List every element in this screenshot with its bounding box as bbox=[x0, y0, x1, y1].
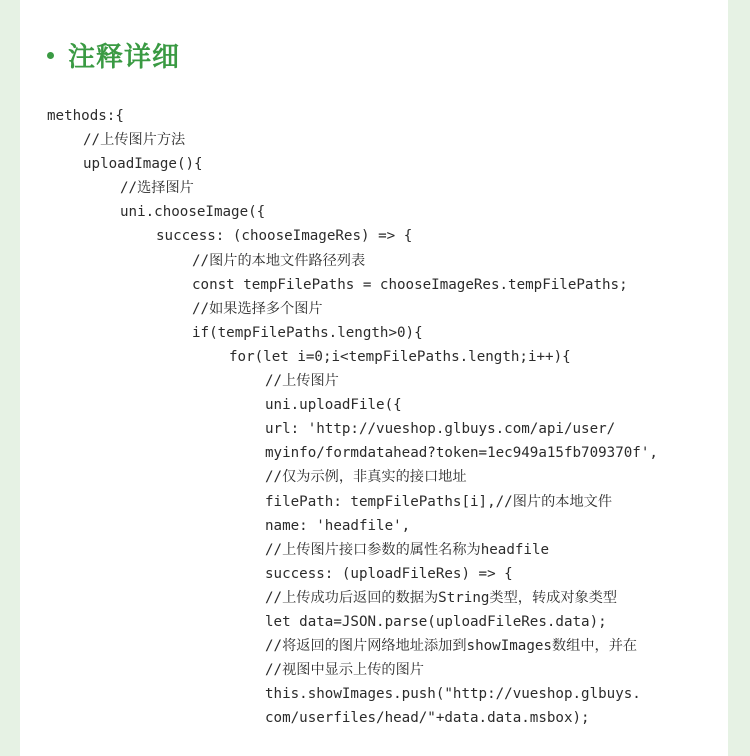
code-line: //上传成功后返回的数据为String类型，转成对象类型 bbox=[265, 589, 618, 606]
code-line: uni.chooseImage({ bbox=[120, 204, 266, 221]
content-card bbox=[20, 0, 728, 756]
code-line: const tempFilePaths = chooseImageRes.tempFilePaths; bbox=[192, 276, 628, 293]
bullet-dot-icon bbox=[47, 52, 54, 59]
section-title: 注释详细 bbox=[68, 41, 180, 73]
code-line: //上传图片 bbox=[265, 373, 339, 390]
code-line: let data=JSON.parse(uploadFileRes.data); bbox=[265, 613, 607, 630]
code-line: for(let i=0;i<tempFilePaths.length;i++){ bbox=[229, 348, 571, 365]
code-line: com/userfiles/head/"+data.data.msbox); bbox=[265, 710, 590, 727]
code-line: success: (chooseImageRes) => { bbox=[156, 228, 413, 245]
code-line: success: (uploadFileRes) => { bbox=[265, 565, 513, 582]
code-line: this.showImages.push("http://vueshop.glbuys. bbox=[265, 686, 641, 703]
section-heading bbox=[47, 32, 180, 76]
code-line: //上传图片接口参数的属性名称为headfile bbox=[265, 541, 550, 558]
code-line: //将返回的图片网络地址添加到showImages数组中，并在 bbox=[265, 638, 638, 655]
code-block bbox=[47, 104, 727, 730]
code-line: myinfo/formdatahead?token=1ec949a15fb709370f', bbox=[265, 445, 658, 462]
code-line: //上传图片方法 bbox=[83, 132, 186, 149]
code-line: //仅为示例，非真实的接口地址 bbox=[265, 469, 467, 486]
code-line: url: 'http://vueshop.glbuys.com/api/user/ bbox=[265, 421, 616, 438]
code-line: methods:{ bbox=[47, 108, 124, 124]
code-line: //图片的本地文件路径列表 bbox=[192, 252, 366, 269]
code-line: //如果选择多个图片 bbox=[192, 300, 323, 317]
code-line: name: 'headfile', bbox=[265, 517, 411, 534]
code-line: //视图中显示上传的图片 bbox=[265, 662, 424, 679]
code-line: //选择图片 bbox=[120, 180, 194, 197]
code-line: filePath: tempFilePaths[i],//图片的本地文件 bbox=[265, 493, 613, 510]
code-line: uni.uploadFile({ bbox=[265, 397, 402, 414]
code-line: uploadImage(){ bbox=[83, 156, 203, 173]
code-line: if(tempFilePaths.length>0){ bbox=[192, 324, 423, 341]
